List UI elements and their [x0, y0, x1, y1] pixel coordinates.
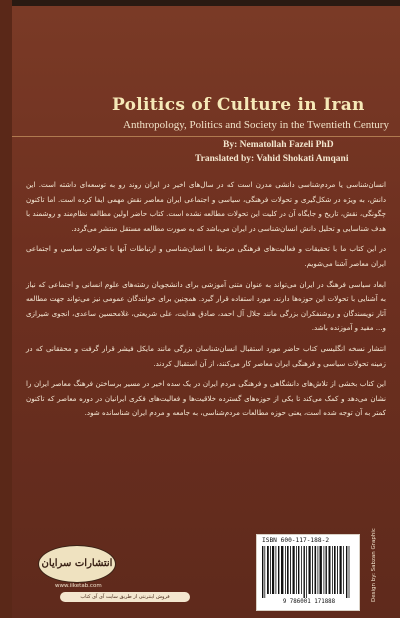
book-subtitle: Anthropology, Politics and Society in the Twentieth Century — [123, 119, 389, 131]
title-divider — [12, 136, 400, 137]
description-text — [26, 178, 386, 427]
description-paragraph: انتشار نسخه انگلیسی کتاب حاضر مورد استقبال انسان‌شناسان بزرگی مانند مایکل فیشر قرار گرفت و محققانی که در زمینه تحولات سیاسی و فرهنگی ایران معاصر کار می‌کنند، از آن استقبال کردند. — [26, 343, 386, 368]
description-paragraph: ابعاد سیاسی فرهنگ در ایران می‌تواند به عنوان متنی آموزشی برای دانشجویان رشته‌های علوم انسانی و اجتماعی که نیاز به آشنایی با تحولات این حوزه‌ها دارند، مورد استفاده قرار گیرد. همچنین برای خوانندگان عمومی نیز می‌تواند جهت مطالعه آثار نویسندگان و روشنفکران بزرگی مانند جلال آل احمد، صادق هدایت، علی شریعتی، غلامحسین ساعدی، انجوی شیرازی و... مفید و آموزنده باشد. — [26, 279, 386, 333]
barcode-number: 9 786001 171888 — [282, 599, 336, 605]
online-shop-banner[interactable]: فروش اینترنتی از طریق سایت آی آی کتاب — [60, 592, 190, 602]
description-paragraph: در این کتاب ما با تحقیقات و فعالیت‌های فرهنگی مرتبط با انسان‌شناسی و ارتباطات آنها با تحولات سیاسی و اجتماعی ایران معاصر آشنا می‌شویم. — [26, 244, 386, 268]
isbn-label: ISBN 600-117-188-2 — [262, 537, 330, 544]
designer-credit: Design by: Sabzan Graphic — [371, 528, 377, 602]
publisher-logo: انتشارات سرایان — [38, 545, 116, 583]
author-line: By: Nematollah Fazeli PhD — [223, 140, 334, 150]
description-paragraph: این کتاب بخشی از تلاش‌های دانشگاهی و فرهنگی مردم ایران در یک سده اخیر در مسیر برساختن فرهنگ معاصر ایران را نشان می‌دهد و کمک می‌کند تا یکی از حوزه‌های گسترده خلاقیت‌ها و فعالیت‌های فکری ایرانیان در دوره معاصر که تاکنون کمتر به آن توجه شده است، یعنی حوزه مطالعات مردم‌شناسی، به جامعه و مردم ایران شناسانده شود. — [26, 379, 386, 418]
description-paragraph: انسان‌شناسی یا مردم‌شناسی دانشی مدرن است که در سال‌های اخیر در ایران روند رو به توسعه‌ای داشته است. این دانش، به ویژه در شکل‌گیری و تحولات فرهنگی، سیاسی و اجتماعی ایران معاصر نقش مهمی ایفا کرده است. اما تاکنون چگونگی، نقش، تاریخ و جایگاه آن در کلیت این تحولات مطالعه نشده است. کتاب حاضر اولین مطالعه نظام‌مند و روشمند با هدف شناسایی و تحلیل دانش انسان‌شناسی در ایران می‌باشد که به صورت مطالعه مستقل منتشر می‌گردد. — [26, 180, 386, 233]
barcode-icon — [262, 546, 352, 598]
book-title: Politics of Culture in Iran — [112, 95, 365, 115]
publisher-website[interactable]: www.iiketab.com — [55, 583, 102, 589]
book-spine-edge — [0, 0, 12, 618]
translator-line: Translated by: Vahid Shokati Amqani — [195, 154, 349, 164]
